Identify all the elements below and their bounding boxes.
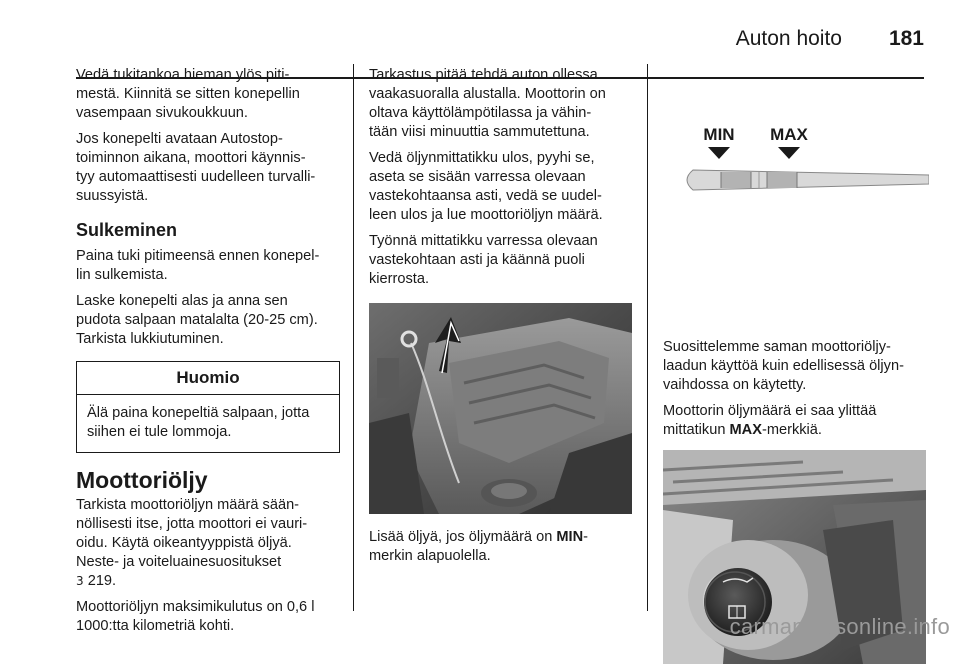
paragraph: Suosittelemme saman moottoriöljy- laadun käyttöä kuin edellisessä öljyn- vaihdossa on käytetty. [663, 339, 904, 393]
dipstick-max-label: MAX [770, 125, 808, 144]
page-title: Auton hoito [735, 27, 842, 50]
watermark: carmanualsonline.info [729, 614, 950, 639]
max-mark-label: MAX [729, 422, 762, 438]
min-mark-label: MIN [556, 529, 584, 545]
cross-reference[interactable] [76, 572, 344, 591]
paragraph: Vedä öljynmittatikku ulos, pyyhi se, aseta se sisään varressa olevaan vastekohtaansa asti, vedä se uudel- leen ulos ja lue moottoriöljyn määrä. [369, 150, 603, 223]
dipstick-min-label: MIN [703, 125, 735, 144]
paragraph: Jos konepelti avataan Autostop- toiminnon aikana, moottori käynnis- tyy automaattisesti uudelleen turvalli- suussyistä. [76, 131, 316, 204]
notice-text: Älä paina konepeltiä salpaan, jotta siihen ei tule lommoja. [87, 405, 310, 440]
section-heading-closing: Sulkeminen [76, 220, 178, 240]
column-divider-1 [353, 64, 354, 611]
paragraph: Paina tuki pitimeensä ennen konepel- lin sulkemista. [76, 248, 320, 283]
column-2 [369, 66, 633, 573]
page-reference-icon: 3 [76, 574, 84, 588]
notice-title: Huomio [77, 362, 339, 395]
dipstick-illustration [663, 112, 929, 242]
notice-box [76, 361, 340, 453]
paragraph: Tarkastus pitää tehdä auton ollessa vaakasuoralla alustalla. Moottorin on oltava käyttölämpötilassa ja vähin- tään viisi minuuttia sammutettuna. [369, 67, 606, 140]
min-arrow-icon [708, 147, 730, 159]
paragraph: Työnnä mittatikku varressa olevaan vastekohtaan asti ja käännä puoli kierrosta. [369, 233, 598, 287]
engine-bay-photo [369, 303, 632, 514]
page-number: 181 [888, 27, 924, 50]
paragraph: Lisää öljyä, jos öljymäärä on MIN- merkin alapuolella. [369, 529, 589, 564]
column-divider-2 [647, 64, 648, 611]
paragraph: Vedä tukitankoa hieman ylös piti- mestä. Kiinnitä se sitten konepellin vasempaan sivukoukkuun. [76, 67, 300, 121]
section-heading-engine-oil: Moottoriöljy [76, 467, 208, 493]
paragraph: Moottoriöljyn maksimikulutus on 0,6 l 1000:tta kilometriä kohti. [76, 599, 315, 634]
page-header [0, 26, 960, 56]
column-3 [663, 66, 929, 664]
paragraph: Laske konepelti alas ja anna sen pudota salpaan matalalta (20-25 cm). Tarkista lukkiutuminen. [76, 293, 318, 347]
max-arrow-icon [778, 147, 800, 159]
paragraph: Moottorin öljymäärä ei saa ylittää mittatikun MAX-merkkiä. [663, 403, 877, 438]
column-1 [76, 66, 344, 643]
paragraph: Tarkista moottoriöljyn määrä sään- nöllisesti itse, jotta moottori ei vauri- oidu. Käytä oikeantyyppistä öljyä. Neste- ja voiteluainesuositukset [76, 497, 308, 570]
cross-reference-page: 219. [87, 573, 117, 589]
